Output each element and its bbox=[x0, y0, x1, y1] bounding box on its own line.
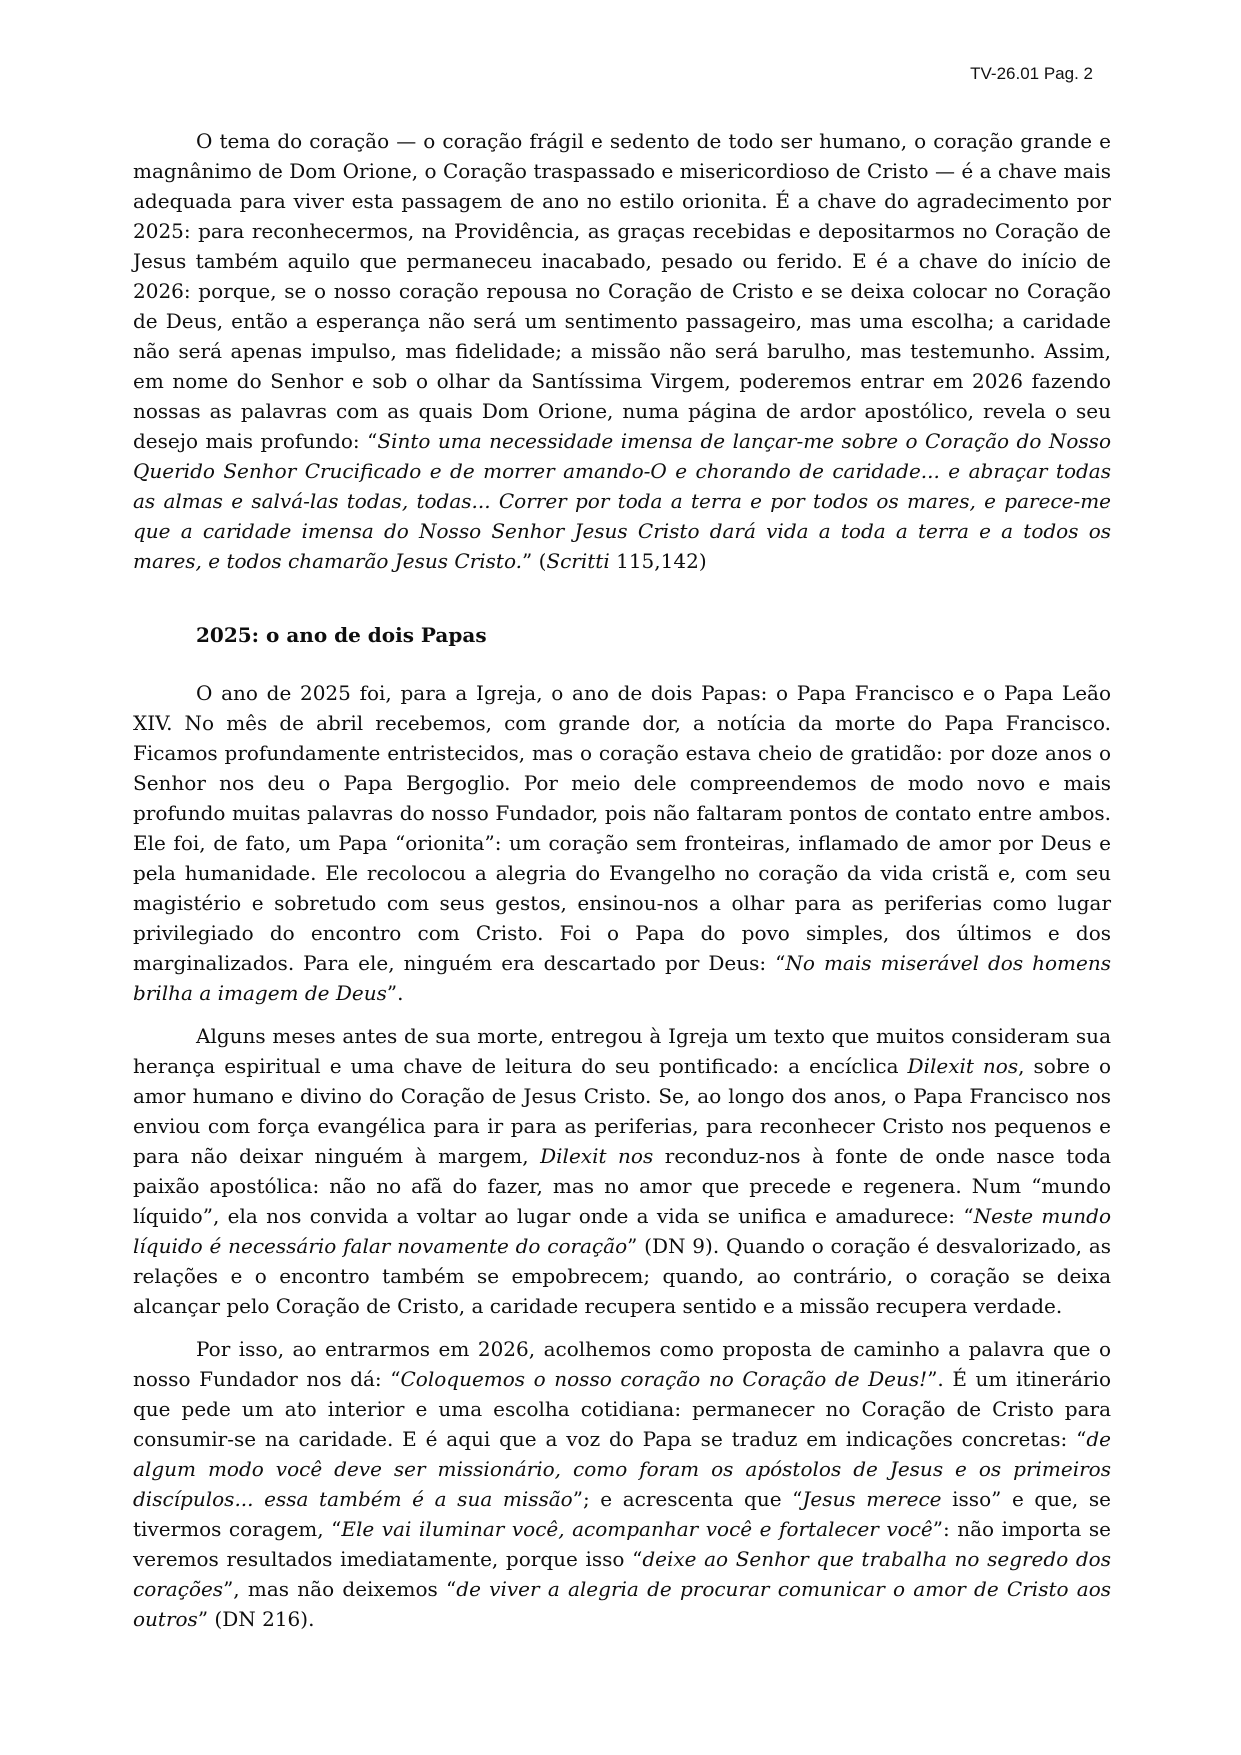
text-run-italic: Coloquemos o nosso coração no Coração de Deus! bbox=[400, 1367, 928, 1391]
text-run-italic: Jesus merece bbox=[802, 1487, 942, 1511]
section-heading bbox=[133, 620, 1111, 650]
body-paragraph bbox=[133, 1334, 1111, 1634]
text-run-italic: Ele vai iluminar você, acompanhar você e fortalecer você bbox=[341, 1517, 933, 1541]
page-header bbox=[970, 64, 1093, 84]
text-run-italic: Neste mundo líquido é necessário falar novamente do coração bbox=[133, 1204, 1111, 1258]
text-run-normal: ”, mas não deixemos “ bbox=[223, 1577, 457, 1601]
text-run-normal: ” ( bbox=[522, 549, 547, 573]
text-run-italic: de viver a alegria de procurar comunicar o amor de Cristo aos outros bbox=[133, 1577, 1112, 1631]
text-run-normal: , sobre o amor humano e divino do Coração de Jesus Cristo. Se, ao longo dos anos, o Papa Francisco nos enviou com força evangélica para ir para as periferias, para reconhecer Cristo nos pequenos e para não deixar ninguém à margem, bbox=[133, 1054, 1112, 1168]
text-run-italic: de algum modo você deve ser missionário, como foram os apóstolos de Jesus e os primeiros discípulos... essa também é a sua missão bbox=[133, 1427, 1111, 1511]
text-run-normal: reconduz-nos à fonte de onde nasce toda paixão apostólica: não no afã do fazer, mas no amor que precede e regenera. Num “mundo líquido”, ela nos convida a voltar ao lugar onde a vida se unifica e amadurece: “ bbox=[133, 1144, 1112, 1228]
page-header-label: TV-26.01 Pag. 2 bbox=[970, 64, 1093, 83]
text-run-normal: O ano de 2025 foi, para a Igreja, o ano de dois Papas: o Papa Francisco e o Papa Leão XIV. No mês de abril recebemos, com grande dor, a notícia da morte do Papa Francisco. Ficamos profundamente entristecidos, mas o coração estava cheio de gratidão: por doze anos o Senhor nos deu o Papa Bergoglio. Por meio dele compreendemos de modo novo e mais profundo muitas palavras do nosso Fundador, pois não faltaram pontos de contato entre ambos. Ele foi, de fato, um Papa “orionita”: um coração sem fronteiras, inflamado de amor por Deus e pela humanidade. Ele recolocou a alegria do Evangelho no coração da vida cristã e, com seu magistério e sobretudo com seus gestos, ensinou-nos a olhar para as periferias como lugar privilegiado do encontro com Cristo. Foi o Papa do povo simples, dos últimos e dos marginalizados. Para ele, ninguém era descartado por Deus: “ bbox=[133, 681, 1111, 975]
text-run-normal: 115,142) bbox=[609, 549, 707, 573]
text-run-italic: deixe ao Senhor que trabalha no segredo dos corações bbox=[133, 1547, 1111, 1601]
text-run-normal: O tema do coração — o coração frágil e sedento de todo ser humano, o coração grande e magnânimo de Dom Orione, o Coração traspassado e misericordioso de Cristo — é a chave mais adequada para viver esta passagem de ano no estilo orionita. É a chave do agradecimento por 2025: para reconhecermos, na Providência, as graças recebidas e depositarmos no Coração de Jesus também aquilo que permaneceu inacabado, pesado ou ferido. E é a chave do início de 2026: porque, se o nosso coração repousa no Coração de Cristo e se deixa colocar no Coração de Deus, então a esperança não será um sentimento passageiro, mas uma escolha; a caridade não será apenas impulso, mas fidelidade; a missão não será barulho, mas testemunho. Assim, em nome do Senhor e sob o olhar da Santíssima Virgem, poderemos entrar em 2026 fazendo nossas as palavras com as quais Dom Orione, numa página de ardor apostólico, revela o seu desejo mais profundo: “ bbox=[133, 129, 1111, 453]
text-run-normal: ” (DN 216). bbox=[197, 1607, 315, 1631]
body-paragraph bbox=[133, 678, 1111, 1008]
document-body bbox=[133, 126, 1111, 1647]
text-run-normal: ”; e acrescenta que “ bbox=[572, 1487, 803, 1511]
text-run-italic: No mais miserável dos homens brilha a imagem de Deus bbox=[133, 951, 1111, 1005]
text-run-italic: Scritti bbox=[546, 549, 610, 573]
text-run-normal: ”. É um itinerário que pede um ato interior e uma escolha cotidiana: permanecer no Coração de Cristo para consumir-se na caridade. E é aqui que a voz do Papa se traduz em indicações concretas: “ bbox=[133, 1367, 1111, 1451]
text-run-normal: ”. bbox=[386, 981, 404, 1005]
body-paragraph bbox=[133, 126, 1111, 576]
text-run-normal: ”: não importa se veremos resultados imediatamente, porque isso “ bbox=[133, 1517, 1111, 1571]
text-run-normal: ” (DN 9). Quando o coração é desvalorizado, as relações e o encontro também se empobrecem; quando, ao contrário, o coração se deixa alcançar pelo Coração de Cristo, a caridade recupera sentido e a missão recupera verdade. bbox=[133, 1234, 1112, 1318]
text-run-normal: Por isso, ao entrarmos em 2026, acolhemos como proposta de caminho a palavra que o nosso Fundador nos dá: “ bbox=[133, 1337, 1111, 1391]
text-run-italic: Dilexit nos bbox=[907, 1054, 1019, 1078]
text-run-italic: Dilexit nos bbox=[540, 1144, 654, 1168]
text-run-bold: 2025: o ano de dois Papas bbox=[196, 623, 487, 647]
text-run-normal: isso” e que, se tivermos coragem, “ bbox=[133, 1487, 1112, 1541]
text-run-italic: Sinto uma necessidade imensa de lançar-me sobre o Coração do Nosso Querido Senhor Crucificado e de morrer amando-O e chorando de caridade... e abraçar todas as almas e salvá-las todas, todas... Correr por toda a terra e por todos os mares, e parece-me que a caridade imensa do Nosso Senhor Jesus Cristo dará vida a toda a terra e a todos os mares, e todos chamarão Jesus Cristo. bbox=[133, 429, 1111, 573]
body-paragraph bbox=[133, 1021, 1111, 1321]
text-run-normal: Alguns meses antes de sua morte, entregou à Igreja um texto que muitos consideram sua herança espiritual e uma chave de leitura do seu pontificado: a encíclica bbox=[133, 1024, 1111, 1078]
